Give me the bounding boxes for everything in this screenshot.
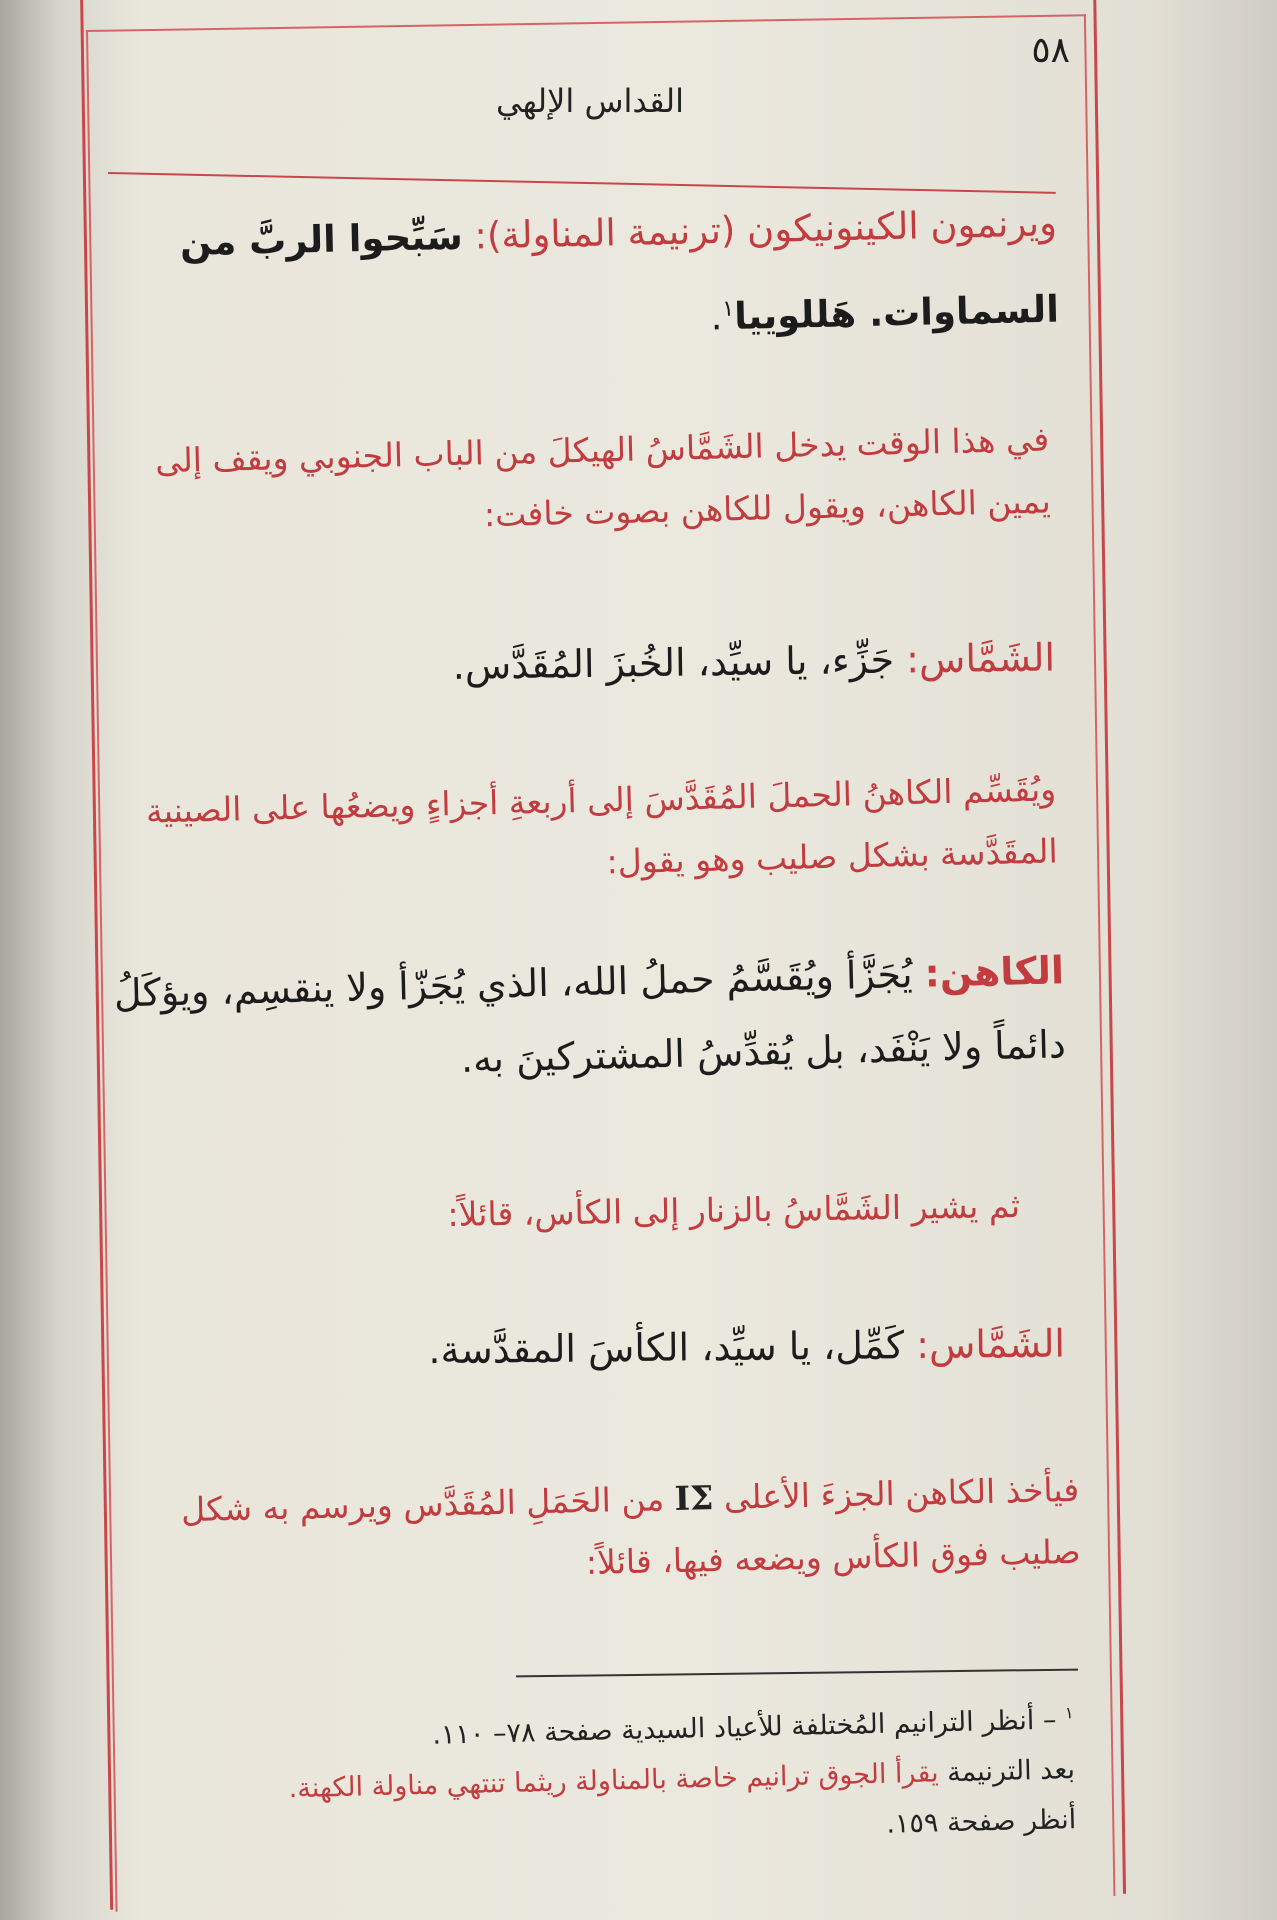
deacon-line-1 (400, 620, 1056, 703)
priest-line-text: يُجَزَّأ ويُقَسَّمُ حملُ الله، الذي يُجَزّأ ولا ينقسِم، ويؤكَلُ دائماً ولا يَنْفَد، بل يُقدِّسُ المشتركينَ به. (113, 951, 1067, 1082)
speaker-deacon-2: الشَمَّاس: (915, 1321, 1066, 1368)
footnote-1-text: – أنظر الترانيم المُختلفة للأعياد السيدية صفحة ٧٨– ١١٠. (432, 1704, 1057, 1751)
priest-takes-rubric-b: من الحَمَلِ المُقَدَّس ويرسم به شكل صليب فوق الكأس ويضعه فيها، قائلاً: (180, 1479, 1082, 1583)
running-head: القداس الإلهي (495, 82, 685, 120)
speaker-deacon: الشَمَّاس: (905, 635, 1056, 682)
deacon-enters-rubric: في هذا الوقت يدخل الشَمَّاسُ الهيكلَ من الباب الجنوبي ويقف إلى يمين الكاهن، ويقول للكاهن بصوت خافت: (154, 419, 1052, 535)
priest-takes-rubric (94, 1459, 1082, 1605)
communion-hymn-text: سَبِّحوا الربَّ من السماوات. هَللوييا (179, 214, 1060, 338)
deacon-line-2-text: كَمِّل، يا سيِّد، الكأسَ المقدَّسة. (428, 1323, 905, 1373)
priest-takes-rubric-a: فيأخذ الكاهن الجزءَ الأعلى (723, 1469, 1080, 1517)
deacon-line-1-text: جَزِّء، يا سيِّد، الخُبزَ المُقَدَّس. (452, 637, 895, 688)
priest-divides-rubric: ويُقَسِّم الكاهنُ الحملَ المُقَدَّسَ إلى أربعةِ أجزاءٍ ويضعُها على الصينية المقَدَّسة بشكل صليب وهو يقول: (145, 769, 1059, 882)
deacon-points-rubric: ثم يشير الشَمَّاسُ بالزنار إلى الكأس، قائلاً: (447, 1185, 1021, 1234)
footnote-2-lead: بعد الترنيمة (946, 1754, 1076, 1789)
footnote-2-text: يقرأ الجوق ترانيم خاصة بالمناولة ريثما تنتهي مناولة الكهنة. (288, 1757, 939, 1805)
speaker-priest: الكاهن: (924, 948, 1065, 996)
page-number: ٥٨ (1031, 30, 1070, 71)
communion-hymn-paragraph: ويرنمون الكينونيكون (ترنيمة المناولة): سَبِّحوا الربَّ من السماوات. هَللوييا$^١$. (179, 201, 1060, 339)
footnote-1-marker: ١ (1064, 1703, 1074, 1723)
deacon-line-2 (395, 1306, 1066, 1387)
footnote-ref-1: ١ (721, 295, 735, 322)
greek-letters-is: IΣ (674, 1478, 714, 1519)
priest-line (103, 933, 1066, 1104)
communion-hymn-rubric: ويرنمون الكينونيكون (ترنيمة المناولة): (473, 201, 1058, 258)
footnotes (98, 1688, 1077, 1869)
footnote-2-ref: أنظر صفحة ١٥٩. (885, 1804, 1077, 1840)
